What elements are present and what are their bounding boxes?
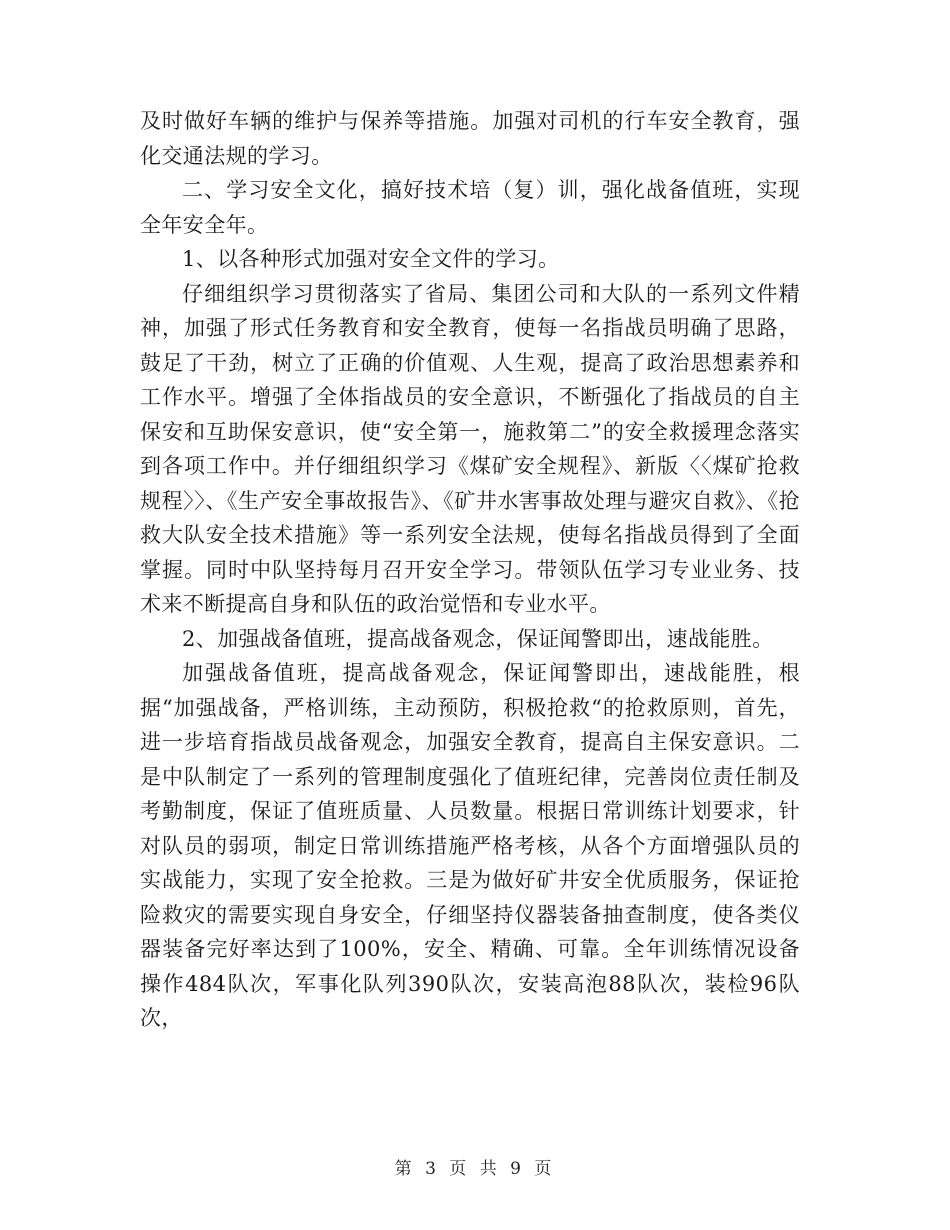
paragraph-combat-readiness: 加强战备值班，提高战备观念，保证闻警即出，速战能胜，根据“加强战备，严格训练，主动预防，积极抢救“的抢救原则，首先，进一步培育指战员战备观念，加强安全教育，提高自主保安意识。二是中队制定了一系列的管理制度强化了值班纪律，完善岗位责任制及考勤制度，保证了值班质量、人员数量。根据日常训练计划要求，针对队员的弱项，制定日常训练措施严格考核，从各个方面增强队员的实战能力，实现了安全抢救。三是为做好矿井安全优质服务，保证抢险救灾的需要实现自身安全，仔细坚持仪器装备抽查制度，使各类仪器装备完好率达到了100%，安全、精确、可靠。全年训练情况设备操作484队次，军事化队列390队次，安装高泡88队次，装检96队次，: [140, 661, 800, 1030]
paragraph-vehicle-maintenance: 及时做好车辆的维护与保养等措施。加强对司机的行车安全教育，强化交通法规的学习。: [140, 109, 800, 168]
subheading-safety-documents: 1、以各种形式加强对安全文件的学习。: [182, 247, 560, 271]
page-number-footer: 第 3 页 共 9 页: [394, 1159, 556, 1179]
section-heading-safety-culture: 二、学习安全文化，搞好技术培（复）训，强化战备值班，实现全年安全年。: [140, 178, 800, 237]
subheading-combat-readiness: 2、加强战备值班，提高战备观念，保证闻警即出，速战能胜。: [182, 626, 774, 651]
paragraph-document-study: 仔细组织学习贯彻落实了省局、集团公司和大队的一系列文件精神，加强了形式任务教育和安全教育，使每一名指战员明确了思路，鼓足了干劲，树立了正确的价值观、人生观，提高了政治思想素养和工作水平。增强了全体指战员的安全意识，不断强化了指战员的自主保安和互助保安意识，使“安全第一，施救第二”的安全救援理念落实到各项工作中。并仔细组织学习《煤矿安全规程》、新版〈〈煤矿抢救规程〉〉、《生产安全事故报告》、《矿井水害事故处理与避灾自救》、《抢救大队安全技术措施》等一系列安全法规，使每名指战员得到了全面掌握。同时中队坚持每月召开安全学习。带领队伍学习专业业务、技术来不断提高自身和队伍的政治觉悟和专业水平。: [140, 281, 800, 616]
document-body: [140, 104, 800, 1036]
